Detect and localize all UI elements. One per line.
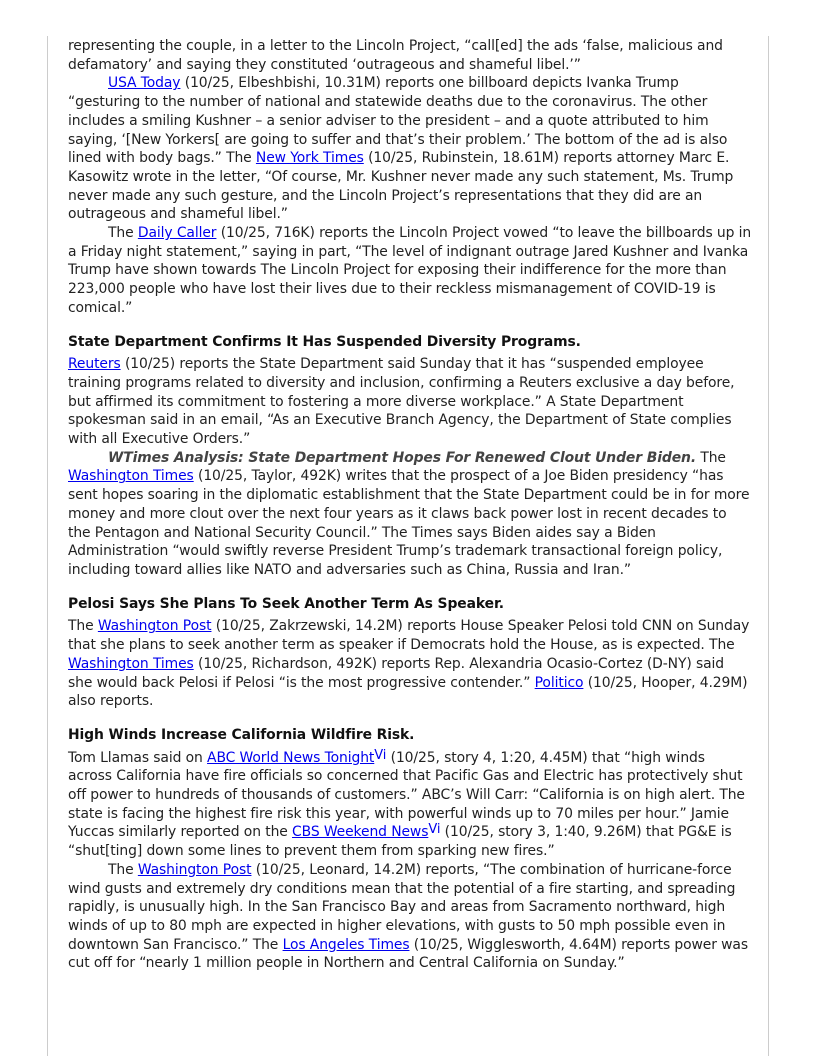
article-body <box>68 37 752 973</box>
paragraph-text: (10/25) reports the State Department said Sunday that it has “suspended employee training programs related to diversity and inclusion, confirming a Reuters exclusive a day before, but affirmed its commitment to fostering a more diverse workplace.” A State Department spokesman said in an email, “As an Executive Branch Agency, the Department of State complies with all Executive Orders.” <box>68 356 735 448</box>
paragraph-text: Tom Llamas said on <box>68 749 208 766</box>
source-link-politico[interactable]: Politico <box>534 674 584 691</box>
video-indicator-icon[interactable]: Vi <box>374 747 387 763</box>
article-paragraph <box>68 74 752 224</box>
paragraph-text: representing the couple, in a letter to the Lincoln Project, “call[ed] the ads ‘false, malicious and defamatory’ and saying they constituted ‘outrageous and shameful libel.’” <box>68 38 723 73</box>
source-link-reuters[interactable]: Reuters <box>68 356 121 373</box>
sub-headline: WTimes Analysis: State Department Hopes For Renewed Clout Under Biden. <box>108 449 697 466</box>
paragraph-text: The <box>108 225 138 242</box>
article-paragraph <box>68 37 752 74</box>
paragraph-text: (10/25, Taylor, 492K) writes that the prospect of a Joe Biden presidency “has sent hopes soaring in the diplomatic establishment that the State Department could be in for more money and more clout over the next four years as it claws back power lost in recent decades to the Pentagon and National Security Council.” The Times says Biden aides say a Biden Administration “would swiftly reverse President Trump’s trademark transactional foreign policy, including toward allies like NATO and adversaries such as China, Russia and Iran.” <box>68 468 750 578</box>
paragraph-text: (10/25, Elbeshbishi, 10.31M) reports one billboard depicts Ivanka Trump “gesturing to the number of national and statewide deaths due to the coronavirus. The other includes a smiling Kushner – a senior adviser to the president – and a quote attributed to him saying, ‘[New Yorkers[ are going to suffer and that’s their problem.’ The bottom of the ad is also lined with body bags.” The <box>68 75 728 167</box>
paragraph-text: (10/25, Rubinstein, 18.61M) reports attorney Marc E. Kasowitz wrote in the letter, “Of course, Mr. Kushner never made any such statement, Ms. Trump never made any such gesture, and the Lincoln Project’s representations that they did are an outrageous and shameful libel.” <box>68 150 734 223</box>
source-link-usa-today[interactable]: USA Today <box>108 75 181 92</box>
section-headline: High Winds Increase California Wildfire Risk. <box>68 726 415 743</box>
article-paragraph <box>68 224 752 318</box>
source-link-los-angeles-times[interactable]: Los Angeles Times <box>282 936 410 953</box>
paragraph-text: The <box>68 618 98 635</box>
section-headline: State Department Confirms It Has Suspended Diversity Programs. <box>68 333 581 350</box>
paragraph-text: The <box>108 861 138 878</box>
paragraph-text: (10/25, Hooper, 4.29M) also reports. <box>68 674 748 710</box>
article-paragraph <box>68 749 752 861</box>
source-link-abc-world-news-tonight[interactable]: ABC World News Tonight <box>207 749 375 766</box>
article-paragraph <box>68 861 752 973</box>
article-paragraph <box>68 355 752 449</box>
source-link-cbs-weekend-news[interactable]: CBS Weekend News <box>292 824 429 841</box>
paragraph-text: (10/25, 716K) reports the Lincoln Project vowed “to leave the billboards up in a Friday night statement,” saying in part, “The level of indignant outrage Jared Kushner and Ivanka Trump have shown towards The Lincoln Project for exposing their indifference for the more than 223,000 people who have lost their lives due to their reckless mismanagement of COVID-19 is comical.” <box>68 225 752 316</box>
paragraph-text: The <box>696 449 726 466</box>
paragraph-text: (10/25, Leonard, 14.2M) reports, “The combination of hurricane-force wind gusts and extremely dry conditions mean that the potential of a fire starting, and spreading rapidly, is unusually high. In the San Francisco Bay and areas from Sacramento northward, high winds of up to 80 mph are expected in higher elevations, with gusts to 50 mph possible even in downtown San Francisco.” The <box>68 861 736 953</box>
source-link-washington-post[interactable]: Washington Post <box>137 861 252 878</box>
paragraph-text: (10/25, Richardson, 492K) reports Rep. Alexandria Ocasio-Cortez (D-NY) said she would back Pelosi if Pelosi “is the most progressive contender.” <box>68 655 724 691</box>
article-paragraph <box>68 449 752 580</box>
video-indicator-icon[interactable]: Vi <box>428 822 441 838</box>
paragraph-text: (10/25, Wigglesworth, 4.64M) reports power was cut off for “nearly 1 million people in Northern and Central California on Sunday.” <box>68 936 748 972</box>
article-paragraph <box>68 617 752 711</box>
section-headline: Pelosi Says She Plans To Seek Another Term As Speaker. <box>68 595 504 612</box>
source-link-new-york-times[interactable]: New York Times <box>255 150 364 167</box>
source-link-washington-post[interactable]: Washington Post <box>97 618 212 635</box>
paragraph-text: (10/25, Zakrzewski, 14.2M) reports House Speaker Pelosi told CNN on Sunday that she plans to seek another term as speaker if Democrats hold the House, as is expected. The <box>68 618 750 654</box>
source-link-daily-caller[interactable]: Daily Caller <box>137 225 217 242</box>
source-link-washington-times[interactable]: Washington Times <box>68 655 194 672</box>
paragraph-text: (10/25, story 3, 1:40, 9.26M) that PG&E is “shut[ting] down some lines to prevent them from sparking new fires.” <box>68 824 732 860</box>
source-link-washington-times[interactable]: Washington Times <box>68 468 194 485</box>
paragraph-text: (10/25, story 4, 1:20, 4.45M) that “high winds across California have fire officials so concerned that Pacific Gas and Electric has protectively shut off power to hundreds of thousands of customers.” ABC’s Will Carr: “California is on high alert. The state is facing the highest fire risk this year, with powerful winds up to 70 miles per hour.” Jamie Yuccas similarly reported on the <box>68 749 745 841</box>
